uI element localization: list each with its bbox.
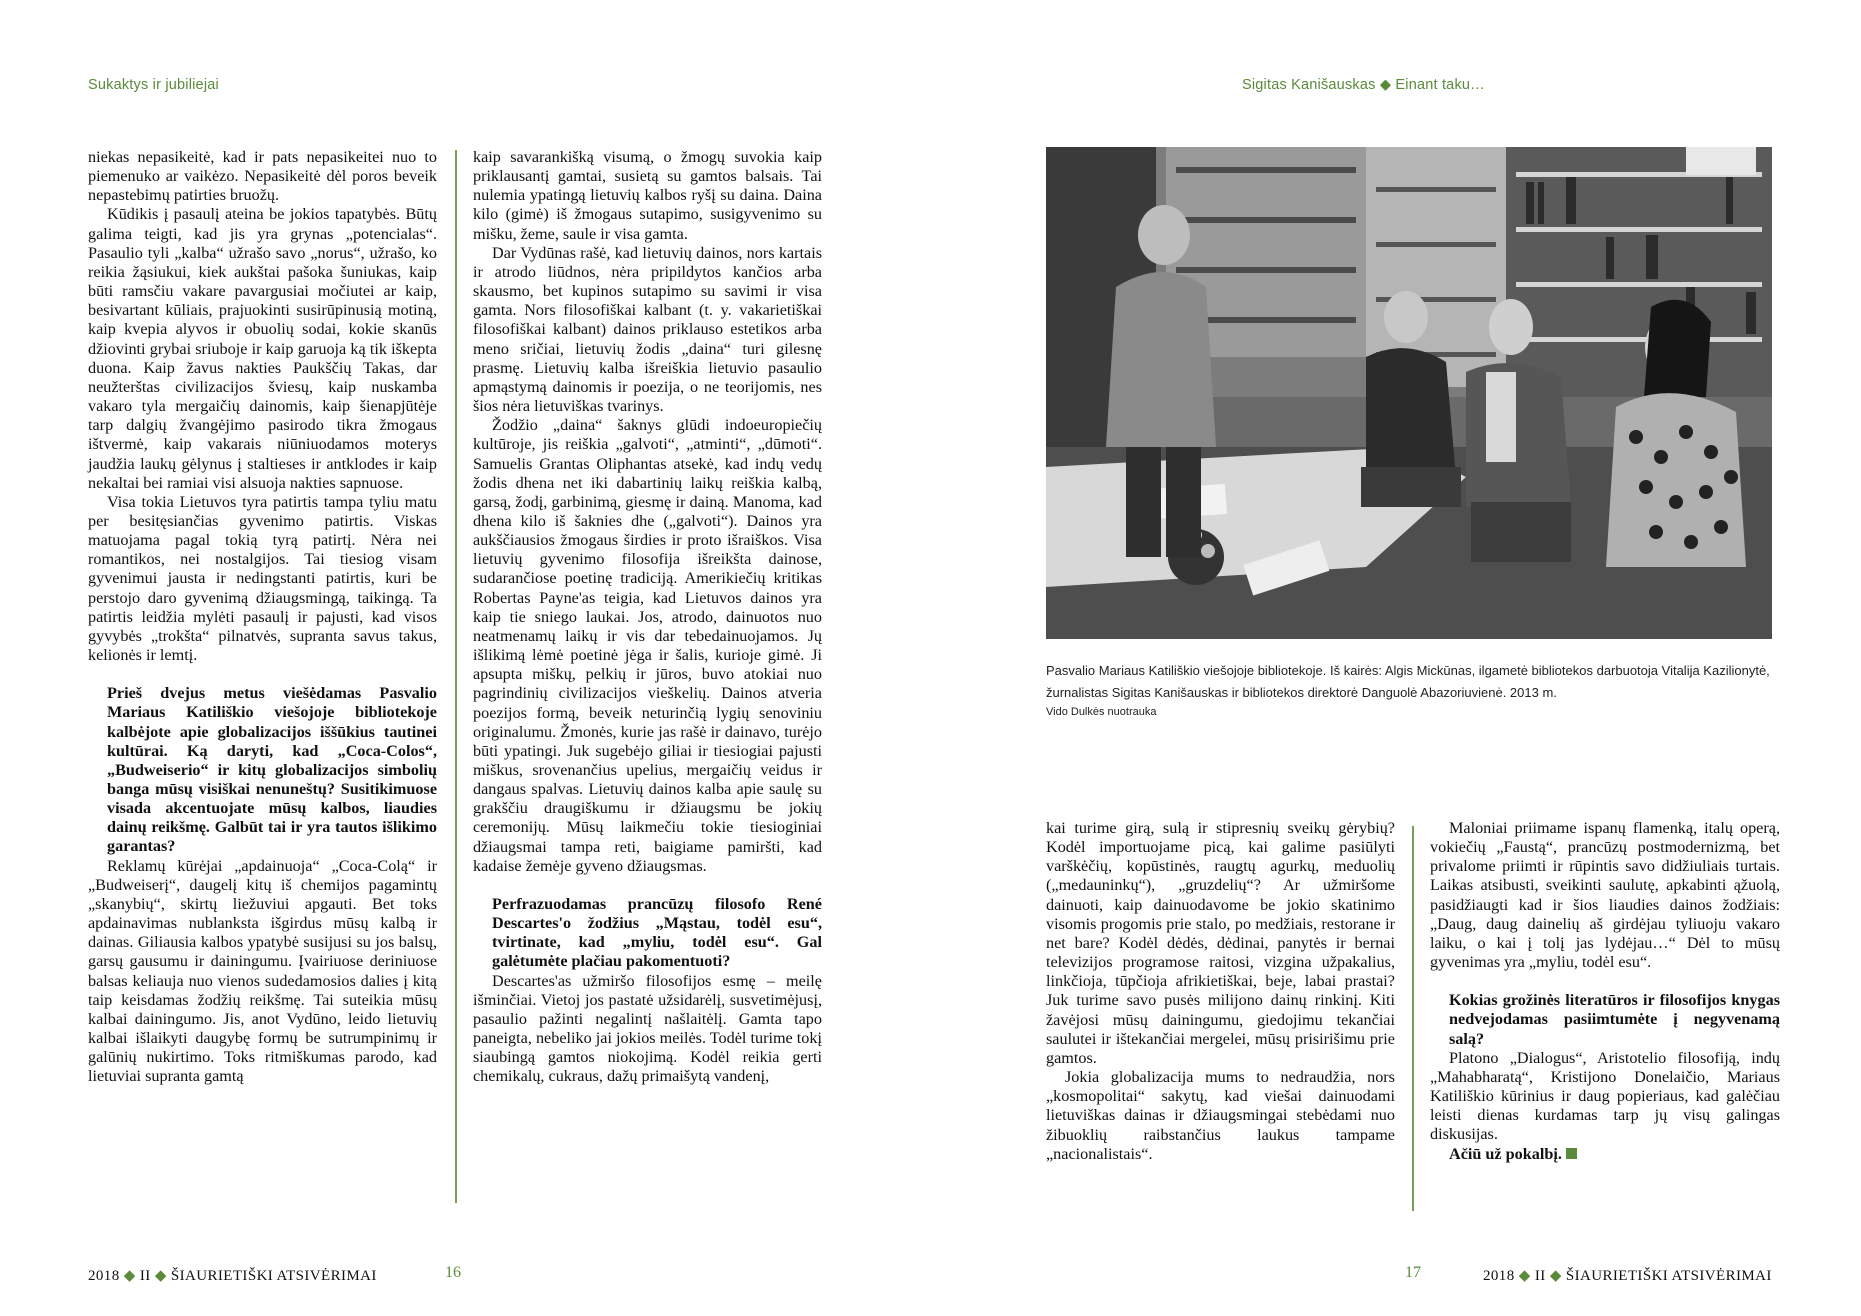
paragraph: kai turime girą, sulą ir stipresnių sveikų gėrybių? Kodėl importuojame picą, kai galime pasiūlyti varškėčių, kopūstinės, raugtų agurkų, meduolių („medauninkų“), „gruzdelių“? Ar užmiršome dainuoti, kaip dainuodavome be jokio skatinimo visomis progomis prie stalo, po medžiais, restorane ir net bare? Kodėl dėdės, dėdinai, panytės ir bernai televizijos programose raitosi, vizgina užpakalius, linkčioja, tūpčioja afrikietiškai, beje, labai prastai? Juk turime savo pusės milijono dainų rinkinį. Kiti žavėjosi mūsų dainingumu, giedojimu tekančiai saulutei ir ištekančiai mergelei, mūsų prisirišimu prie gamtos. (1046, 819, 1395, 1067)
column-rule (455, 150, 457, 1203)
left-column-1 (88, 148, 437, 1087)
paragraph: Jokia globalizacija mums to nedraudžia, nors „kosmopolitai“ sakytų, kad viešai dainuodami lietuviškas dainas ir džiaugsmingai stebėdami nuo žibuoklių raibstančius laukus tampame „nacionalistais“. (1046, 1068, 1395, 1163)
paragraph: Descartes'as užmiršo filosofijos esmę – meilę išminčiai. Vietoj jos pastatė užsidarėlį, susvetimėjusį, pasaulio pažinti negalintį našlaitėlį. Gamta tapo paneigta, nebeliko jai jokios meilės. Todėl turime tokį siaubingą gamtos niokojimą. Kodėl reikia gerti chemikalų, cukraus, dažų primaišytą vandenį, (473, 971, 822, 1086)
closing-text: Ačiū už pokalbį. (1449, 1144, 1562, 1163)
paragraph: Žodžio „daina“ šaknys glūdi indoeuropiečių kultūroje, jis reiškia „galvoti“, „atminti“, „dūmoti“. Samuelis Grantas Oliphantas atsekė, kad indų vedų žodis dhena net iki dabartinių laikų reiškia kalbą, garsą, žodį, garbinimą, giesmę ir dainą. Manoma, kad dhena kilo iš šaknies dhe („galvoti“). Dainos yra aukščiausios žmogaus širdies ir proto išraiškos. Visa lietuvių gyvenimo filosofija išreikšta dainose, sudarančiose poetinę tradiciją. Amerikiečių kritikas Robertas Payne'as teigia, kad Lietuvos dainos yra kaip tie sniego laukai. Jos, atrodo, dainuotos nuo neatmenamų laikų ir vis dar tebedainuojamos. Jų išlikimą lėmė poetinė jėga ir šalis, kurioje gimė. Ji apsupta miškų, pelkių ir jūros, buvo atokiai nuo pagrindinių civilizacijos vieškelių. Dainos atveria poezijos formą, beveik neturinčią lygių senoviniu originalumu. Žmonės, kurie jas rašė ir dainavo, turėjo būti ypatingi. Juk sugebėjo giliai ir tiesiogiai pajusti miškus, srovenančius upelius, mergaičių veidus ir dangaus spalvas. Lietuvių dainos kalba apie saulę su grakščiu draugiškumu ir džiaugsmu be jokių ceremonijų. Mūsų laikmečiu tokie tiesioginiai džiaugsmai tampa reti, baigiame pamiršti, kad kadaise žemėje gyveno džiaugsmas. (473, 416, 822, 875)
footer-issue: II (139, 1268, 151, 1284)
paragraph: Maloniai priimame ispanų flamenką, italų operą, vokiečių „Faustą“, prancūzų postmodernizmą, bet privalome priimti ir rūpintis savo didžiuliais turtais. Laikas atsibusti, sveikinti saulutę, apkabinti ąžuolą, pasidžiaugti kad ir šios liaudies dainos žodžiais: „Daug, daug dainelių aš girdėjau tyliuoju vakaro laiku, o kai į tolį jas lydėjau…“ Dėl to mūsų gyvenimas yra „myliu, todėl esu“. (1430, 819, 1780, 972)
interview-question: Perfrazuodamas prancūzų filosofo René Descartes'o žodžius „Mąstau, todėl esu“, tvirtinate, kad „myliu, todėl esu“. Gal galėtumėte plačiau pakomentuoti? (492, 894, 822, 971)
footer-year: 2018 (1483, 1268, 1515, 1284)
paragraph: Kūdikis į pasaulį ateina be jokios tapatybės. Būtų galima teigti, kad jis yra grynas „potencialas“. Pasaulio tyli „kalba“ užrašo savo „norus“, užrašo, ko reikia žąsiukui, kiek aukštai pašoka šuniukas, kaip būti ramsčiu vakare pavargusiai močiutei ar kaip, besivartant kūliais, prajuokinti susirūpinusią motiną, kaip kvepia alyvos ir obuolių sodai, kokie skanūs džiovinti grybai sriuboje ir kaip garuoja ką tik iškepta duona. Kaip žavus nakties Paukščių Takas, dar neužterštas civilizacijos šviesų, kaip nuskamba vakaro tyla mergaičių dainomis, kaip šienapjūtėje tarp dalgių žvangėjimo pasirodo tikra žmogaus ištvermė, kaip vakarais niūniuodamos moterys jaudžia laukų gėlynus į staltieses ir antklodes ir kaip nekaltai bei ramiai visi alsuoja nakties sapnuose. (88, 205, 437, 492)
right-column-2 (1430, 819, 1780, 1164)
end-mark-icon (1566, 1148, 1577, 1159)
footer-year: 2018 (88, 1268, 120, 1284)
footer-journal: ŠIAURIETIŠKI ATSIVĖRIMAI (170, 1268, 377, 1284)
footer-journal: ŠIAURIETIŠKI ATSIVĖRIMAI (1565, 1268, 1772, 1284)
running-head-left: Sukaktys ir jubiliejai (88, 77, 219, 93)
interview-question: Prieš dvejus metus viešėdamas Pasvalio Mariaus Katiliškio viešojoje bibliotekoje kalbėjote apie globalizacijos iššūkius tautinei kultūrai. Ką daryti, kad „Coca-Colos“, „Budweiserio“ ir kitų globalizacijos simbolių banga mūsų visiškai nenuneštų? Susitikimuose visada akcentuojate mūsų kalbos, liaudies dainų reikšmę. Galbūt tai ir yra tautos išlikimo garantas? (107, 684, 437, 856)
column-rule (1412, 826, 1414, 1211)
paragraph: Visa tokia Lietuvos tyra patirtis tampa tyliu matu per besitęsiančias gyvenimo patirtis. Viskas matuojama pagal tokią tyrą patirtį. Nėra nei romantikos, nei nostalgijos. Tai tiesiog visam gyvenimui jausta ir nedingstanti patirtis, kuri be perstojo daro gyvenimą džiaugsmingą, taikingą. Ta patirtis leidžia mylėti pasaulį ir pajusti, kad visos gyvybės „trokšta“ pilnatvės, supranta savus takus, kelionės ir lemtį. (88, 492, 437, 665)
running-head-right (1242, 77, 1485, 93)
running-head-title: Einant taku… (1395, 77, 1485, 93)
footer-issue: II (1534, 1268, 1546, 1284)
running-head-author: Sigitas Kanišauskas (1242, 77, 1376, 93)
interview-question: Kokias grožinės literatūros ir filosofijos knygas nedvejodamas pasiimtumėte į negyvenamą salą? (1449, 991, 1780, 1048)
left-column-2 (473, 148, 822, 1087)
paragraph: Reklamų kūrėjai „apdainuoja“ „Coca-Colą“ ir „Budweiserį“, daugelį kitų iš chemijos pagamintų „skanybių“, skirtų liežuviui apgauti. Bet toks apdainavimas nublanksta išgirdus mūsų kalbą ir dainas. Giliausia kalbos ypatybė susijusi su jos balsų, garsų gausumu ir dainingumu. Įvairiuose deriniuose balsas keliauja nuo vienos sudedamosios dalies į kitą taip keisdamas žodžių reikšmę. Tai suteikia mūsų kalbai dainingumo. Jis, anot Vydūno, leido lietuvių kalbai išlaikyti daugybę formų be sutrumpinimų ir galūnių nukirtimo. Toks ritmiškumas parodo, kad lietuviai supranta gamtą (88, 856, 437, 1086)
page-number-right: 17 (1405, 1264, 1421, 1281)
footer-left: 2018 ◆ II ◆ ŠIAURIETIŠKI ATSIVĖRIMAI (88, 1268, 377, 1284)
paragraph: Dar Vydūnas rašė, kad lietuvių dainos, nors kartais ir atrodo liūdnos, nėra pripildytos kančios arba skausmo, bet kupinos sutapimo su savimi ir visa gamta. Nors filosofiškai kalbant (t. y. vakarietiškai filosofiškai kalbant) dainos priklauso estetikos arba meno sričiai, lietuvių žodis „daina“ turi gilesnę prasmę. Lietuvių kalba išreiškia lietuvio pasaulio apmąstymą dainomis ir poezija, o ne teorijomis, nes šios nėra lietuviškas tvarinys. (473, 243, 822, 416)
closing-line (1430, 1145, 1780, 1164)
paragraph: kaip savarankišką visumą, o žmogų suvokia kaip priklausantį gamtai, susietą su gamtos balsais. Tai nulemia ypatingą lietuvių kalbos ryšį su daina. Daina kilo (gimė) iš žmogaus sutapimo, susigyvenimo su mišku, žeme, saule ir visa gamta. (473, 148, 822, 243)
library-photo (1046, 147, 1772, 639)
photo-credit: Vido Dulkės nuotrauka (1046, 706, 1157, 718)
footer-right: 2018 ◆ II ◆ ŠIAURIETIŠKI ATSIVĖRIMAI (1483, 1268, 1772, 1284)
paragraph: niekas nepasikeitė, kad ir pats nepasikeitei nuo to piemenuko ar vaikėzo. Nepasikeitė dėl poros beveik nepastebimų patirties bruožų. (88, 148, 437, 205)
paragraph: Platono „Dialogus“, Aristotelio filosofiją, indų „Mahabharatą“, Kristijono Donelaičio, Mariaus Katiliškio kūrinius ir daug popieriaus, kad galėčiau leisti dienas kurdamas tarp jų visų galingas diskusijas. (1430, 1048, 1780, 1144)
running-head-separator: ◆ (1379, 77, 1392, 93)
page-number-left: 16 (445, 1264, 461, 1281)
photo-caption: Pasvalio Mariaus Katiliškio viešojoje bibliotekoje. Iš kairės: Algis Mickūnas, ilgametė bibliotekos darbuotoja Vitalija Kazilionytė, žurnalistas Sigitas Kanišauskas ir bibliotekos direktorė Danguolė Abazoriuvienė. 2013 m. (1046, 663, 1770, 700)
right-column-1 (1046, 819, 1395, 1164)
